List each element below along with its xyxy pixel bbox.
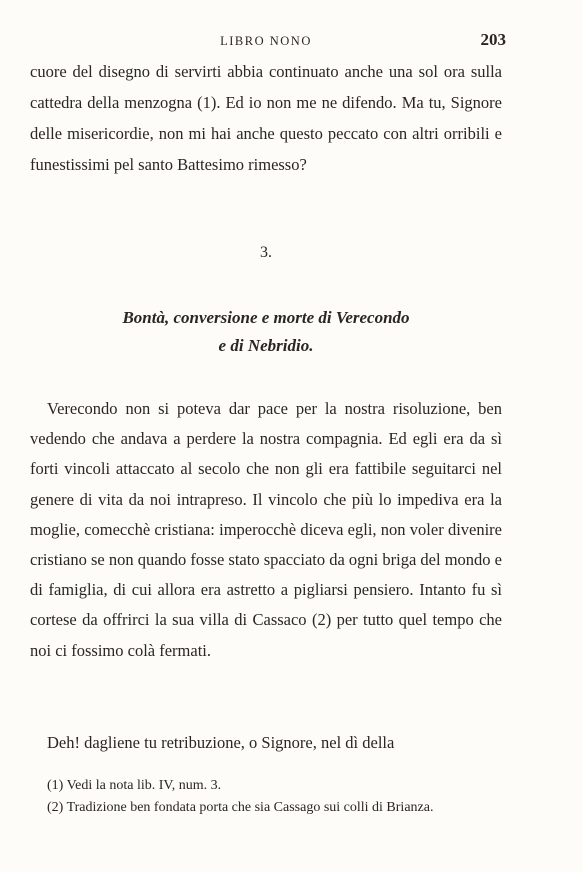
main-paragraph: Verecondo non si poteva dar pace per la nostra risoluzione, ben vedendo che andava a perdere la nostra compagnia. Ed egli era da sì forti vincoli attaccato al secolo che non gli era fattibile seguitarci nel genere di vita da noi intrapreso. Il vincolo che più lo impediva era la moglie, comecchè cristiana: imperocchè diceva egli, non voler divenire cristiano se non quando fosse stato spacciato da ogni briga del mondo e di famiglia, di cui allora era astretto a pigliarsi pensiero. Intanto fu sì cortese da offrirci la sua villa di Cassaco (2) per tutto quel tempo che noi ci fossimo colà fermati. <box>30 399 502 660</box>
page-number: 203 <box>480 30 506 49</box>
footnote-1: (1) Vedi la nota lib. IV, num. 3. <box>47 778 222 793</box>
footnote-2: (2) Tradizione ben fondata porta che sia Cassago sui colli di Brianza. <box>47 800 434 815</box>
section-heading-line-2: e di Nebridio. <box>218 336 314 355</box>
running-head <box>30 30 506 52</box>
continued-paragraph: cuore del disegno di servirti abbia continuato anche una sol ora sulla cattedra della menzogna (1). Ed io non me ne difendo. Ma tu, Signore delle misericordie, non mi hai anche questo peccato con altri orribili e funestissimi pel santo Battesimo rimesso? <box>30 62 502 174</box>
section-number: 3. <box>260 244 272 261</box>
section-heading-line-1: Bontà, conversione e morte di Verecondo <box>122 308 410 327</box>
section-heading <box>40 304 492 360</box>
footnotes <box>30 775 502 819</box>
running-title: LIBRO NONO <box>220 34 312 48</box>
next-paragraph-start: Deh! dagliene tu retribuzione, o Signore, nel dì della <box>47 733 395 752</box>
